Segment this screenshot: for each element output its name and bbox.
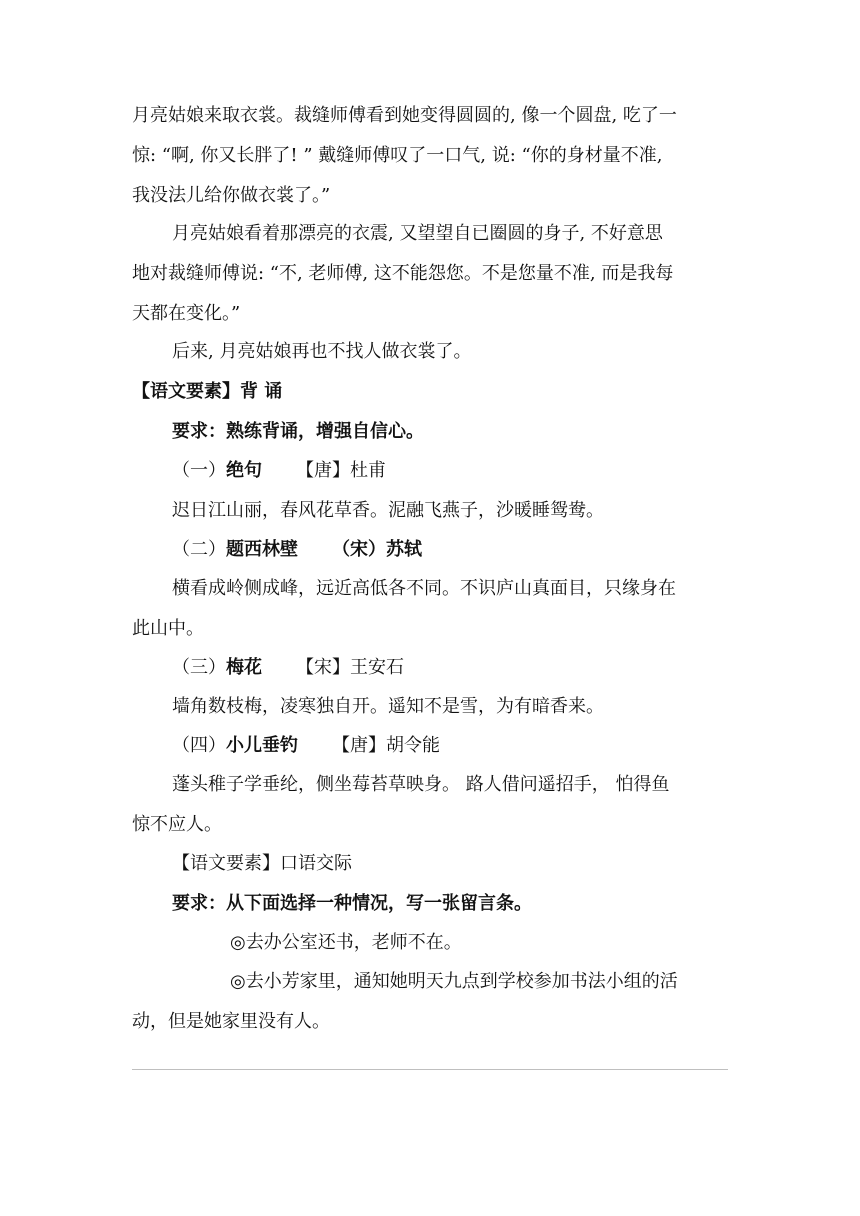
poem-number: （三） [172, 657, 226, 678]
option-item: ◎去小芳家里，通知她明天九点到学校参加书法小组的活 [230, 971, 678, 992]
poem-dynasty: （宋） [332, 539, 386, 560]
poem-dynasty: 【唐】 [296, 460, 350, 481]
section-requirement: 要求：从下面选择一种情况，写一张留言条。 [172, 893, 532, 914]
poem-title: 小儿垂钓 [226, 735, 298, 756]
poem-text: 墙角数枝梅，凌寒独自开。遥知不是雪，为有暗香来。 [172, 696, 604, 717]
poem-number: （一） [172, 460, 226, 481]
poem-heading [172, 734, 732, 758]
story-line: 我没法儿给你做衣裳了。” [132, 185, 331, 206]
story-line: 月亮姑娘看着那漂亮的衣震, 又望望自已圈圆的身子, 不好意思 [172, 223, 663, 244]
section-heading-recitation: 【语文要素】背 诵 [132, 381, 283, 402]
poem-heading [172, 459, 732, 483]
option-item: ◎去办公室还书，老师不在。 [230, 932, 462, 953]
poem-author: 胡令能 [386, 735, 440, 756]
poem-text: 此山中。 [132, 618, 204, 639]
poem-text: 蓬头稚子学垂纶，侧坐莓苔草映身。 路人借问遥招手， 怕得鱼 [172, 774, 670, 795]
poem-author: 王安石 [350, 657, 404, 678]
option-item: 动，但是她家里没有人。 [132, 1011, 330, 1032]
poem-text: 迟日江山丽，春风花草香。泥融飞燕子，沙暖睡鸳鸯。 [172, 500, 604, 521]
divider [132, 1069, 728, 1070]
story-line: 地对裁缝师傅说: “不, 老师傅, 这不能怨您。不是您量不准, 而是我每 [132, 263, 674, 284]
poem-text: 惊不应人。 [132, 814, 222, 835]
story-line: 月亮姑娘来取衣裳。裁缝师傅看到她变得圆圆的, 像一个圆盘, 吃了一 [132, 105, 677, 126]
section-heading-oral: 【语文要素】口语交际 [172, 853, 352, 874]
poem-text: 横看成岭侧成峰，远近高低各不同。不识庐山真面目，只缘身在 [172, 578, 676, 599]
poem-title: 题西林壁 [226, 539, 298, 560]
poem-number: （二） [172, 539, 226, 560]
story-line: 惊: “啊, 你又长胖了! ” 戴缝师傅叹了一口气, 说: “你的身材量不准, [132, 145, 663, 166]
poem-author: 苏轼 [386, 539, 422, 560]
poem-heading [172, 656, 732, 680]
story-line: 后来, 月亮姑娘再也不找人做衣裳了。 [172, 341, 472, 362]
poem-heading [172, 538, 732, 562]
poem-dynasty: 【宋】 [296, 657, 350, 678]
story-line: 天都在变化。” [132, 303, 241, 324]
poem-dynasty: 【唐】 [332, 735, 386, 756]
section-requirement: 要求：熟练背诵，增强自信心。 [172, 421, 424, 442]
poem-title: 梅花 [226, 657, 262, 678]
poem-number: （四） [172, 735, 226, 756]
poem-author: 杜甫 [350, 460, 386, 481]
poem-title: 绝句 [226, 460, 262, 481]
